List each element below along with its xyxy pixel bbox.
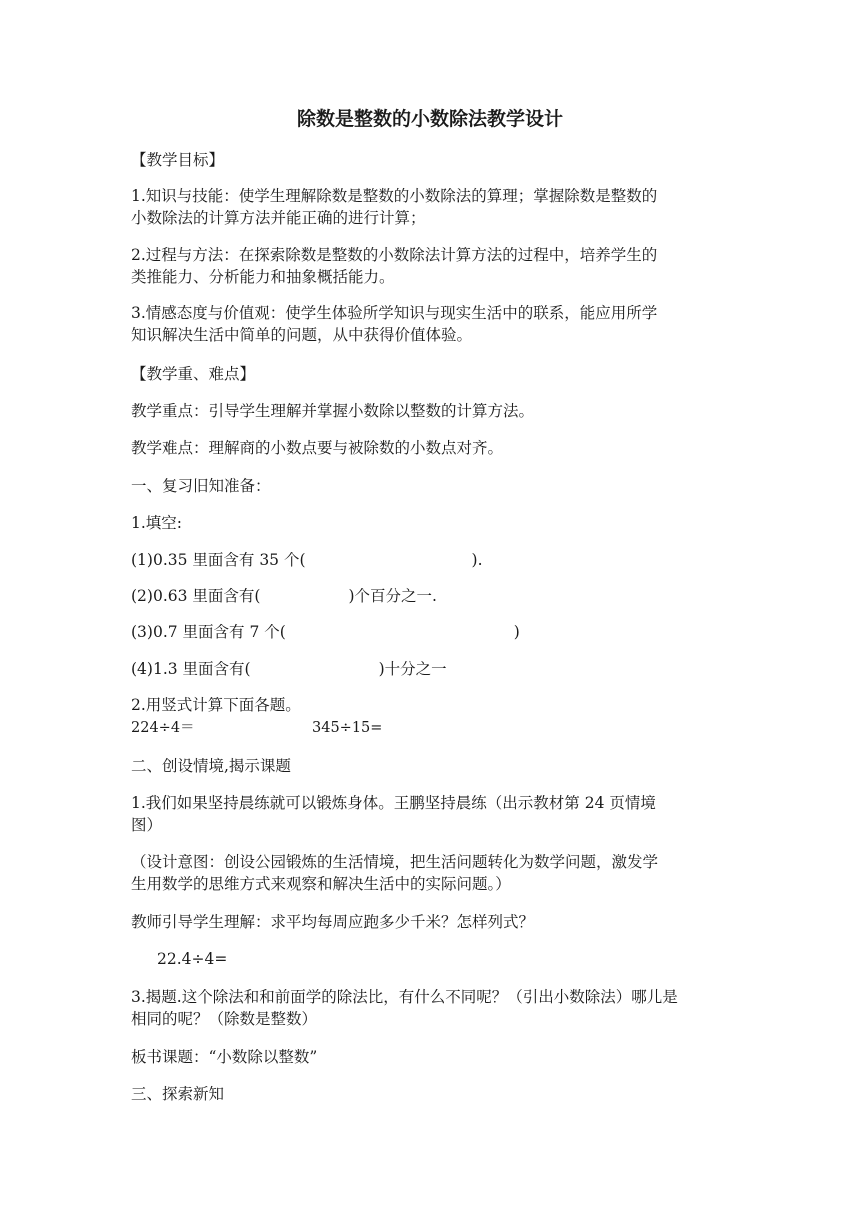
fill-in-item-2: (2)0.63 里面含有( )个百分之一. xyxy=(131,587,437,605)
calc-problem-1: 224÷4＝ xyxy=(131,720,195,736)
objective-process-line2: 类推能力、分析能力和抽象概括能力。 xyxy=(131,268,395,286)
section-heading-explore: 三、探索新知 xyxy=(131,1085,225,1103)
scenario-text-line1: 1.我们如果坚持晨练就可以锻炼身体。王鹏坚持晨练（出示教材第 24 页情境 xyxy=(131,794,656,812)
objective-knowledge-line1: 1.知识与技能：使学生理解除数是整数的小数除法的算理；掌握除数是整数的 xyxy=(131,187,658,205)
fill-in-item-1: (1)0.35 里面含有 35 个( ). xyxy=(131,551,483,569)
vertical-calc-heading: 2.用竖式计算下面各题。 xyxy=(131,696,301,714)
document-title: 除数是整数的小数除法教学设计 xyxy=(296,108,563,130)
section-heading-objectives: 【教学目标】 xyxy=(131,151,225,169)
objective-process-line1: 2.过程与方法：在探索除数是整数的小数除法计算方法的过程中，培养学生的 xyxy=(131,246,658,264)
calc-problem-2: 345÷15= xyxy=(312,720,383,736)
division-expression: 22.4÷4= xyxy=(157,950,228,968)
section-heading-review: 一、复习旧知准备： xyxy=(131,477,271,495)
reveal-topic-line2: 相同的呢？（除数是整数） xyxy=(131,1010,318,1028)
calc-problems xyxy=(131,716,731,740)
design-intent-line1: （设计意图：创设公园锻炼的生活情境，把生活问题转化为数学问题，激发学 xyxy=(131,853,659,871)
board-topic-text: 板书课题：“小数除以整数” xyxy=(131,1048,318,1066)
objective-attitude-line2: 知识解决生活中简单的问题，从中获得价值体验。 xyxy=(131,326,473,344)
fill-in-item-3: (3)0.7 里面含有 7 个( ) xyxy=(131,623,520,641)
key-point-text: 教学重点：引导学生理解并掌握小数除以整数的计算方法。 xyxy=(131,402,535,420)
design-intent-line2: 生用数学的思维方式来观察和解决生活中的实际问题。） xyxy=(131,875,511,893)
objective-attitude-line1: 3.情感态度与价值观：使学生体验所学知识与现实生活中的联系，能应用所学 xyxy=(131,304,658,322)
reveal-topic-line1: 3.揭题.这个除法和和前面学的除法比，有什么不同呢？（引出小数除法）哪儿是 xyxy=(131,988,678,1006)
scenario-text-line2: 图） xyxy=(131,816,163,834)
fill-in-heading: 1.填空: xyxy=(131,514,183,532)
teacher-guidance-text: 教师引导学生理解：求平均每周应跑多少千米？怎样列式？ xyxy=(131,913,535,931)
objective-knowledge-line2: 小数除法的计算方法并能正确的进行计算； xyxy=(131,209,426,227)
difficult-point-text: 教学难点：理解商的小数点要与被除数的小数点对齐。 xyxy=(131,439,504,457)
section-heading-scenario: 二、创设情境,揭示课题 xyxy=(131,757,291,775)
fill-in-item-4: (4)1.3 里面含有( )十分之一 xyxy=(131,660,447,678)
section-heading-key-points: 【教学重、难点】 xyxy=(131,365,256,383)
